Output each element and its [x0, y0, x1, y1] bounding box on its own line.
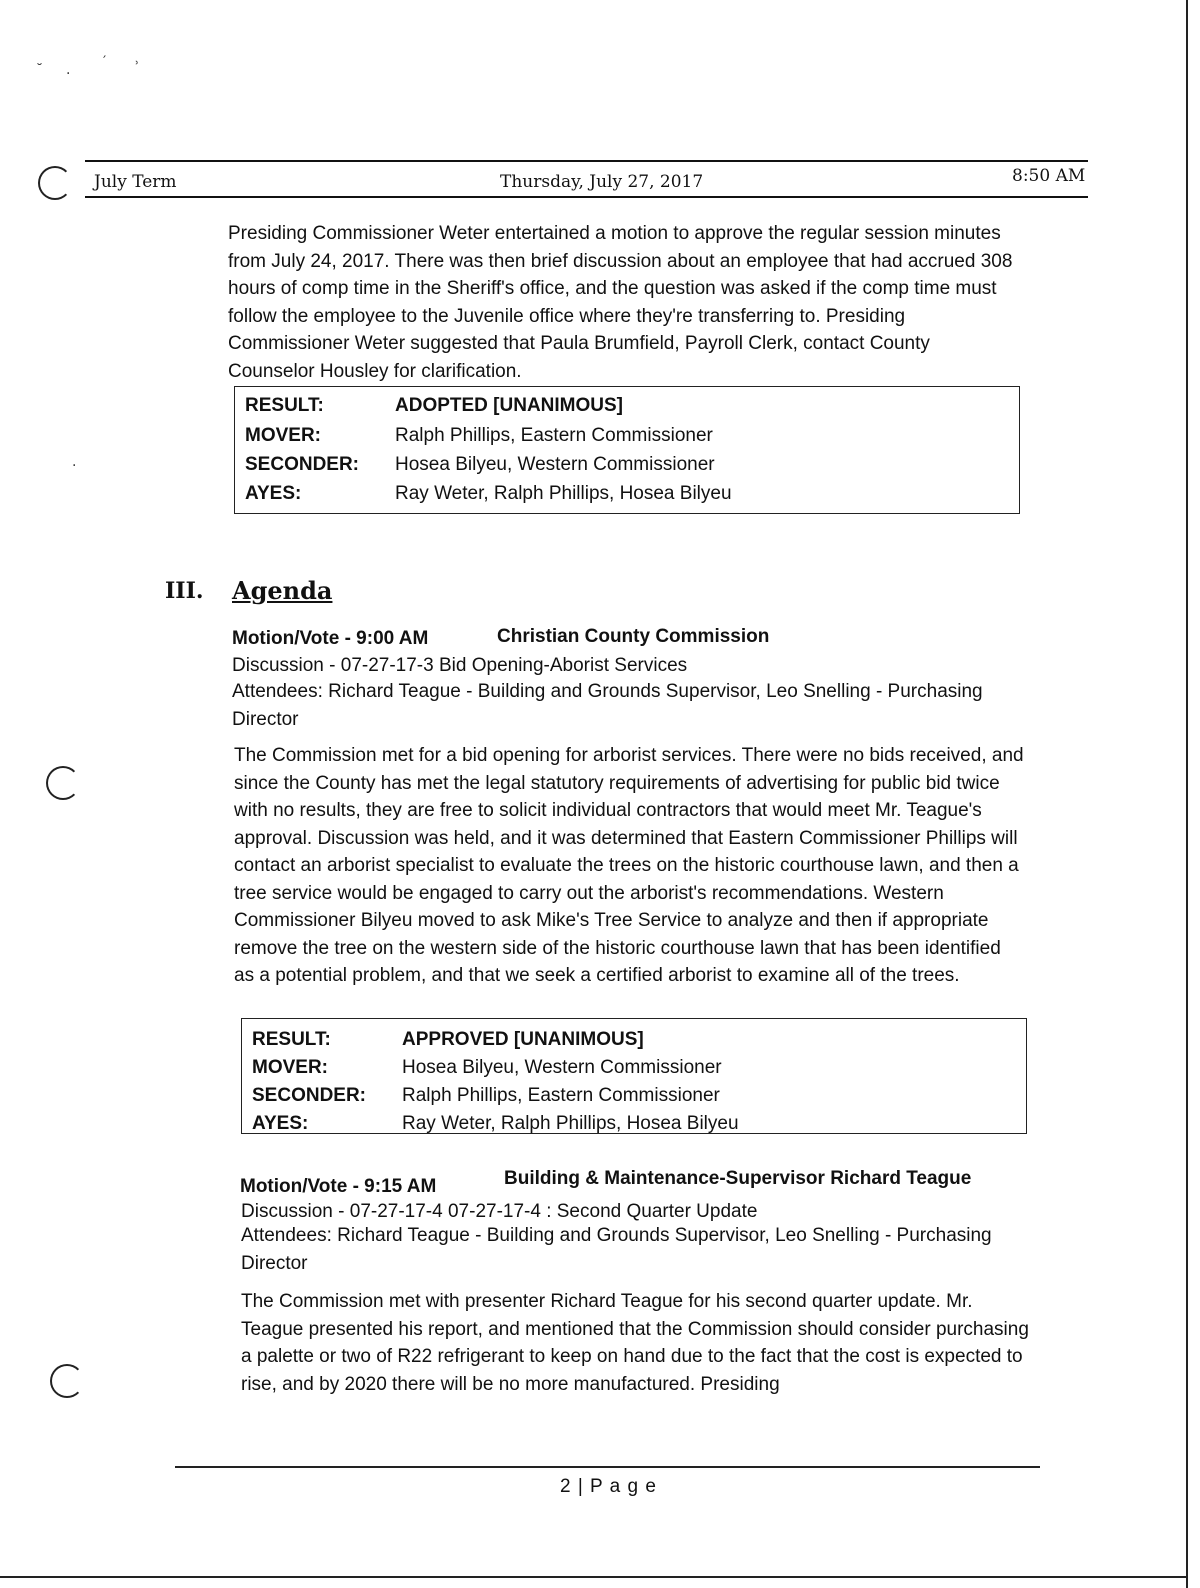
vote-value: Ray Weter, Ralph Phillips, Hosea Bilyeu: [402, 1113, 739, 1134]
header-rule-bottom: [85, 196, 1088, 198]
item2-discussion: Discussion - 07-27-17-4 07-27-17-4 : Second Quarter Update: [241, 1201, 758, 1222]
page-edge-bottom: [0, 1576, 1188, 1578]
page-number: 2 | P a g e: [560, 1476, 657, 1497]
header-time: 8:50 AM: [1012, 166, 1086, 186]
vote-value: APPROVED [UNANIMOUS]: [402, 1029, 644, 1050]
vote-label: RESULT:: [245, 395, 324, 416]
header-rule-top: [85, 160, 1088, 162]
vote-value: Hosea Bilyeu, Western Commissioner: [395, 454, 715, 475]
scan-speck: ˒: [135, 56, 140, 72]
item2-paragraph: The Commission met with presenter Richard Teague for his second quarter update. Mr. Teague presented his report, and mentioned that the Commission should consider purchasing a palette or two of R22 refrigerant to keep on hand due to the fact that the cost is expected to rise, and by 2020 there will be no more manufactured. Presiding: [241, 1291, 1029, 1395]
scan-speck: ′: [103, 54, 107, 70]
scan-speck: ˘: [36, 62, 43, 78]
header-date: Thursday, July 27, 2017: [500, 172, 704, 192]
item2-attendees: Attendees: Richard Teague - Building and Grounds Supervisor, Leo Snelling - Purchasing Director: [241, 1225, 992, 1274]
vote-label: AYES:: [252, 1113, 309, 1134]
vote-value: Ralph Phillips, Eastern Commissioner: [402, 1085, 720, 1106]
item2-body: Building & Maintenance-Supervisor Richard Teague: [504, 1168, 972, 1189]
vote-box-minutes: [234, 386, 1020, 514]
item1-discussion: Discussion - 07-27-17-3 Bid Opening-Aborist Services: [232, 655, 688, 676]
header-term: July Term: [94, 172, 177, 192]
scan-speck: ·: [72, 458, 77, 474]
item1-body: Christian County Commission: [497, 626, 770, 647]
section-title: Agenda: [232, 576, 333, 605]
vote-label: AYES:: [245, 483, 302, 504]
minutes-paragraph: Presiding Commissioner Weter entertained a motion to approve the regular session minutes from July 24, 2017. There was then brief discussion about an employee that had accrued 308 hours of comp time in the Sheriff's office, and the question was asked if the comp time must follow the employee to the Juvenile office where they're transferring to. Presiding Commissioner Weter suggested that Paula Brumfield, Payroll Clerk, contact County Counselor Housley for clarification.: [228, 223, 1013, 382]
item2-motion-time: Motion/Vote - 9:15 AM: [240, 1176, 437, 1197]
vote-value: Ray Weter, Ralph Phillips, Hosea Bilyeu: [395, 483, 732, 504]
footer-rule: [175, 1466, 1040, 1468]
item1-motion-time: Motion/Vote - 9:00 AM: [232, 628, 429, 649]
vote-label: MOVER:: [252, 1057, 328, 1078]
punch-hole: [50, 1364, 84, 1398]
punch-hole: [38, 166, 72, 200]
vote-label: SECONDER:: [245, 454, 360, 475]
item1-attendees: Attendees: Richard Teague - Building and Grounds Supervisor, Leo Snelling - Purchasing Director: [232, 681, 983, 730]
vote-value: Ralph Phillips, Eastern Commissioner: [395, 425, 713, 446]
vote-label: RESULT:: [252, 1029, 331, 1050]
item1-paragraph: The Commission met for a bid opening for arborist services. There were no bids received, and since the County has met the legal statutory requirements of advertising for public bid twice with no results, they are free to solicit individual contractors that would meet Mr. Teague's approval. Discussion was held, and it was determined that Eastern Commissioner Phillips will contact an arborist specialist to evaluate the trees on the historic courthouse lawn, and then a tree service would be engaged to carry out the arborist's recommendations. Western Commissioner Bilyeu moved to ask Mike's Tree Service to analyze and then if appropriate remove the tree on the western side of the historic courthouse lawn that has been identified as a potential problem, and that we seek a certified arborist to examine all of the trees.: [234, 745, 1024, 986]
vote-value: ADOPTED [UNANIMOUS]: [395, 395, 623, 416]
vote-box-arborist: [241, 1018, 1027, 1134]
vote-label: SECONDER:: [252, 1085, 367, 1106]
scan-speck: ·: [66, 66, 71, 82]
vote-value: Hosea Bilyeu, Western Commissioner: [402, 1057, 722, 1078]
section-number: III.: [165, 578, 204, 604]
page-edge-right: [1186, 0, 1188, 1588]
punch-hole: [46, 766, 80, 800]
vote-label: MOVER:: [245, 425, 321, 446]
